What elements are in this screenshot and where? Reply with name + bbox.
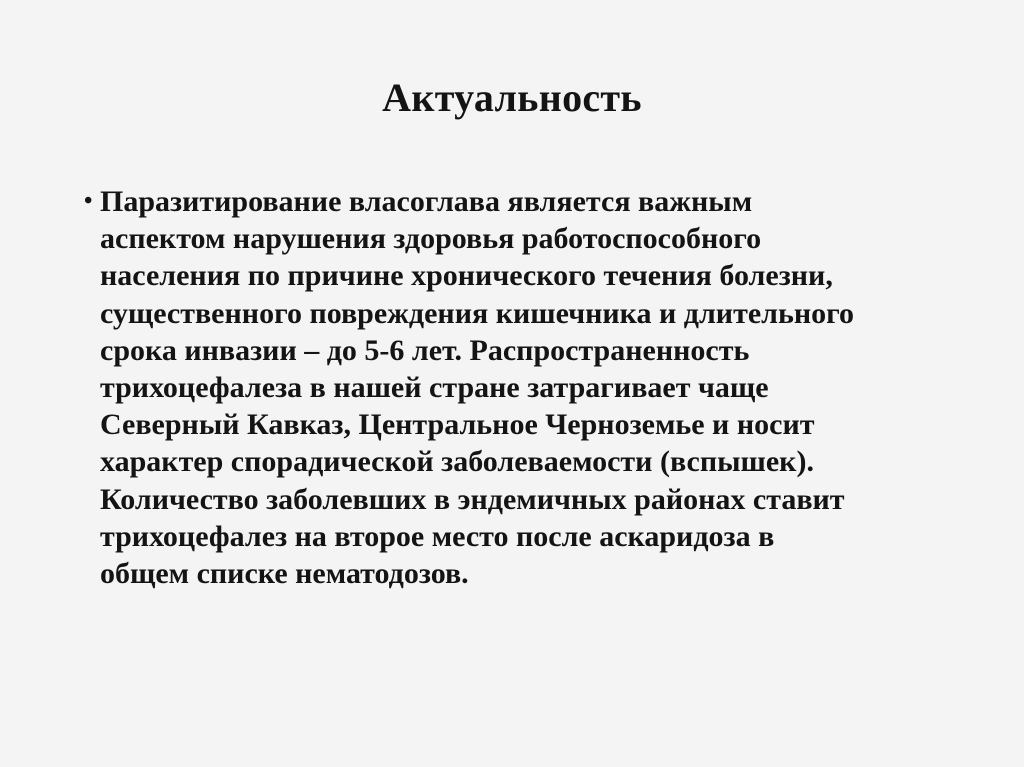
bullet-text-line: общем списке нематодозов.: [100, 557, 469, 591]
bullet-text-line: характер спорадической заболеваемости (вспышек).: [100, 445, 814, 479]
bullet-text-line: населения по причине хронического течения болезни,: [100, 259, 833, 293]
bullet-text-line: трихоцефалез на второе место после аскаридоза в: [100, 519, 775, 553]
bullet-text-line: Паразитирование власоглава является важным: [100, 185, 753, 218]
bullet-list: [84, 183, 988, 592]
bullet-text-line: срока инвазии – до 5-6 лет. Распространенность: [100, 333, 750, 367]
bullet-text-line: трихоцефалеза в нашей стране затрагивает чаще: [100, 371, 769, 405]
bullet-marker: •: [84, 188, 93, 214]
slide-title: Актуальность: [382, 75, 642, 120]
bullet-item: [84, 183, 988, 592]
bullet-text-line: аспектом нарушения здоровья работоспособного: [100, 222, 762, 256]
bullet-text: [100, 183, 988, 592]
bullet-text-line: Количество заболевших в эндемичных районах ставит: [100, 482, 845, 516]
bullet-text-line: Северный Кавказ, Центральное Черноземье и носит: [100, 408, 815, 442]
bullet-text-line: существенного повреждения кишечника и длительного: [100, 296, 854, 330]
